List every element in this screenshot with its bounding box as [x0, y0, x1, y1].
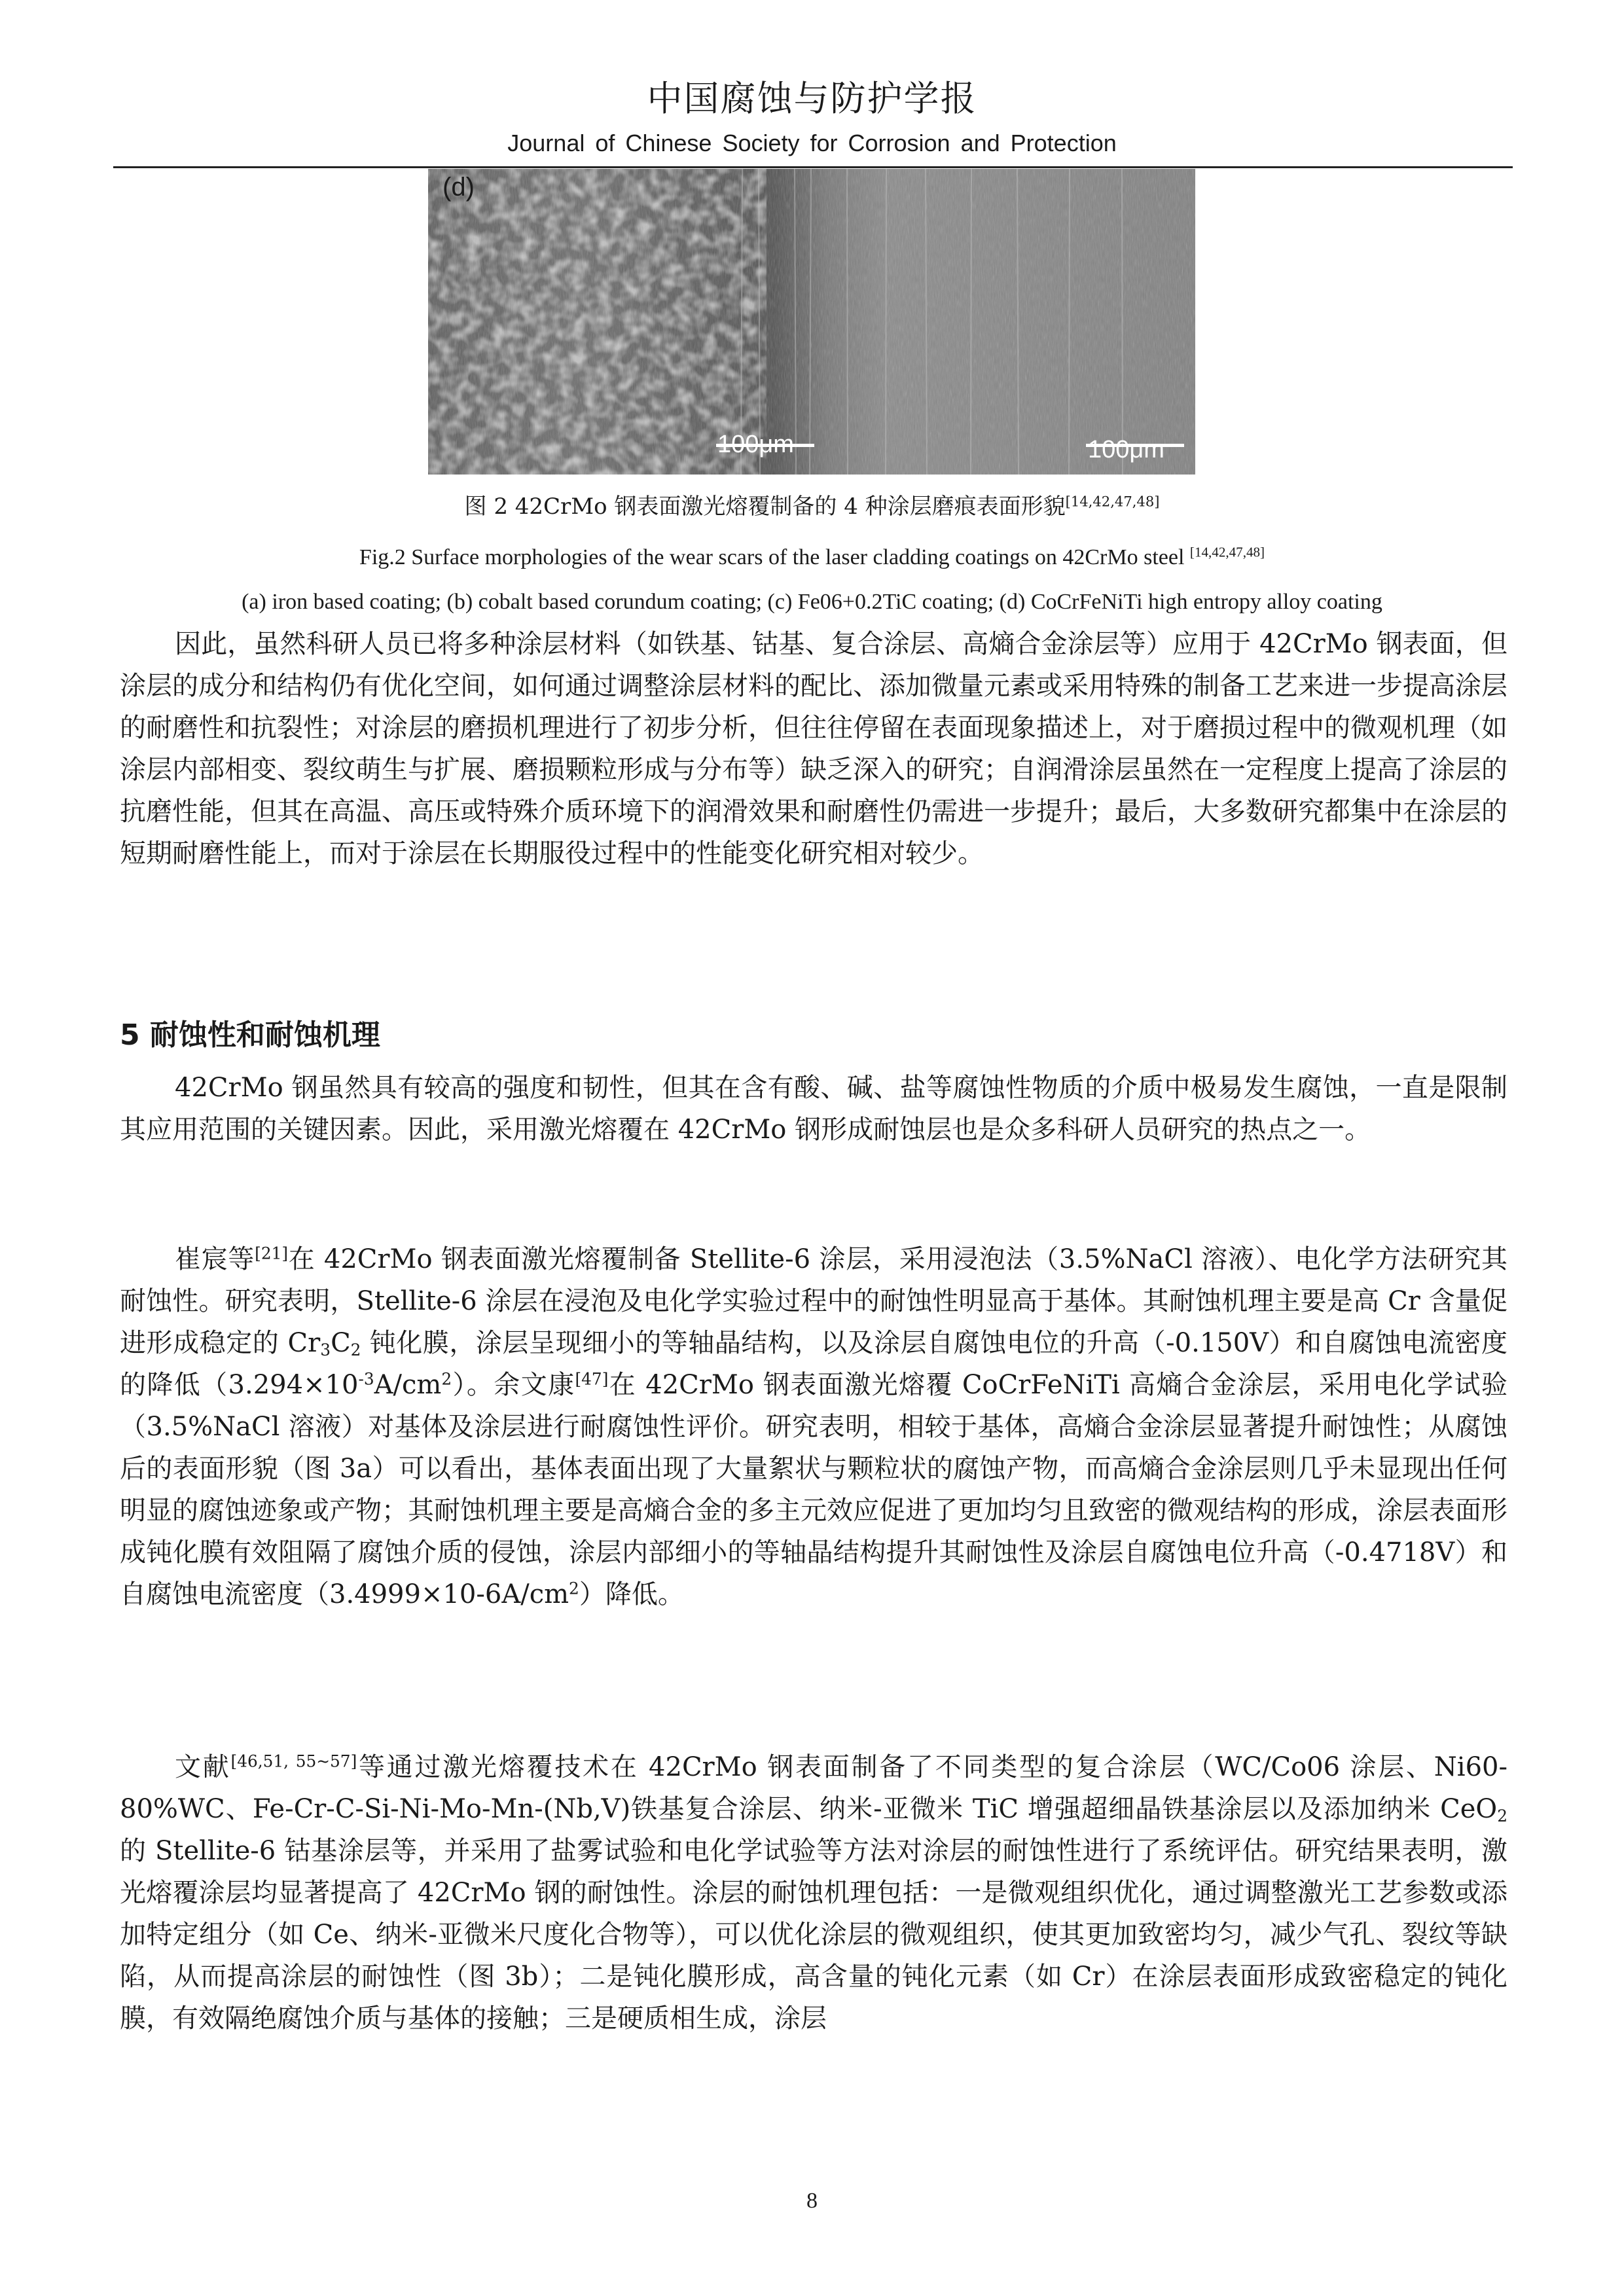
wear-scar-micrograph [428, 169, 1195, 475]
citation: [46,51, 55~57] [230, 1751, 357, 1771]
caption-cn-citation: [14,42,47,48] [1065, 493, 1160, 510]
body-paragraph-4: 文献[46,51, 55~57]等通过激光熔覆技术在 42CrMo 钢表面制备了不同类型的复合涂层（WC/Co06 涂层、Ni60-80%WC、Fe-Cr-C-Si-Ni-Mo-Mn-(Nb,V)铁基复合涂层、纳米-亚微米 TiC 增强超细晶铁基涂层以及添加纳米 CeO$_2$ 的 Stellite-6 钴基涂层等，并采用了盐雾试验和电化学试验等方法对涂层的耐蚀性进行了系统评估。研究结果表明，激光熔覆涂层均显著提高了 42CrMo 钢的耐蚀性。涂层的耐蚀机理包括：一是微观组织优化，通过调整激光工艺参数或添加特定组分（如 Ce、纳米-亚微米尺度化合物等），可以优化涂层的微观组织，使其更加致密均匀，减少气孔、裂纹等缺陷，从而提高涂层的耐蚀性（图 3b）；二是钝化膜形成，高含量的钝化元素（如 Cr）在涂层表面形成致密稳定的钝化膜，有效隔绝腐蚀介质与基体的接触；三是硬质相生成，涂层 [120, 1751, 1508, 2034]
section-heading: 5 耐蚀性和耐蚀机理 [120, 1018, 380, 1052]
panel-label: (d) [442, 173, 475, 202]
figure-caption-cn: 图 2 42CrMo 钢表面激光熔覆制备的 4 种涂层磨痕表面形貌[14,42,47,48] [464, 493, 1160, 520]
micrograph-texture [428, 169, 1195, 475]
citation: [21] [255, 1244, 289, 1263]
header-divider [113, 166, 1513, 168]
page-number: 8 [806, 2189, 818, 2213]
scale-label-right: 100μm [1088, 436, 1164, 463]
caption-en-citation: [14,42,47,48] [1189, 544, 1265, 560]
figure-caption-en: Fig.2 Surface morphologies of the wear scars of the laser cladding coatings on 42CrMo steel [14,42,47,48] [359, 544, 1265, 569]
body-paragraph-3: 崔宸等[21]在 42CrMo 钢表面激光熔覆制备 Stellite-6 涂层，采用浸泡法（3.5%NaCl 溶液）、电化学方法研究其耐蚀性。研究表明，Stellite-6 涂层在浸泡及电化学实验过程中的耐蚀性明显高于基体。其耐蚀机理主要是高 Cr 含量促进形成稳定的 $Cr_3C_2$ 钝化膜，涂层呈现细小的等轴晶结构，以及涂层自腐蚀电位的升高（-0.150V）和自腐蚀电流密度的降低$(3.294\times 10^{-3}A/cm^2)$。余文康[47]在 42CrMo 钢表面激光熔覆 CoCrFeNiTi 高熵合金涂层，采用电化学试验（3.5%NaCl 溶液）对基体及涂层进行耐腐蚀性评价。研究表明，相较于基体，高熵合金涂层显著提升耐蚀性；从腐蚀后的表面形貌（图 3a）可以看出，基体表面出现了大量絮状与颗粒状的腐蚀产物，而高熵合金涂层则几乎未显现出任何明显的腐蚀迹象或产物；其耐蚀机理主要是高熵合金的多主元效应促进了更加均匀且致密的微观结构的形成，涂层表面形成钝化膜有效阻隔了腐蚀介质的侵蚀，涂层内部细小的等轴晶结构提升其耐蚀性及涂层自腐蚀电位升高（-0.4718V）和自腐蚀电流密度$(3.4999\times 10-6A/cm^2)$降低。 [120, 1244, 1508, 1609]
journal-title-cn: 中国腐蚀与防护学报 [647, 78, 977, 119]
body-paragraph-2: 42CrMo 钢虽然具有较高的强度和韧性，但其在含有酸、碱、盐等腐蚀性物质的介质中极易发生腐蚀，一直是限制其应用范围的关键因素。因此，采用激光熔覆在 42CrMo 钢形成耐蚀层也是众多科研人员研究的热点之一。 [120, 1073, 1507, 1145]
scale-label-left: 100μm [717, 431, 794, 458]
body-paragraph-1: 因此，虽然科研人员已将多种涂层材料（如铁基、钴基、复合涂层、高熵合金涂层等）应用于 42CrMo 钢表面，但涂层的成分和结构仍有优化空间，如何通过调整涂层材料的配比、添加微量元素或采用特殊的制备工艺来进一步提高涂层的耐磨性和抗裂性；对涂层的磨损机理进行了初步分析，但往往停留在表面现象描述上，对于磨损过程中的微观机理（如涂层内部相变、裂纹萌生与扩展、磨损颗粒形成与分布等）缺乏深入的研究；自润滑涂层虽然在一定程度上提高了涂层的抗磨性能，但其在高温、高压或特殊介质环境下的润滑效果和耐磨性仍需进一步提升；最后，大多数研究都集中在涂层的短期耐磨性能上，而对于涂层在长期服役过程中的性能变化研究相对较少。 [120, 629, 1507, 869]
citation: [47] [575, 1369, 609, 1389]
journal-title-en: Journal of Chinese Society for Corrosion and Protection [507, 130, 1117, 156]
figure-subcaption: (a) iron based coating; (b) cobalt based corundum coating; (c) Fe06+0.2TiC coating; (d) CoCrFeNiTi high entropy alloy coating [242, 590, 1382, 614]
